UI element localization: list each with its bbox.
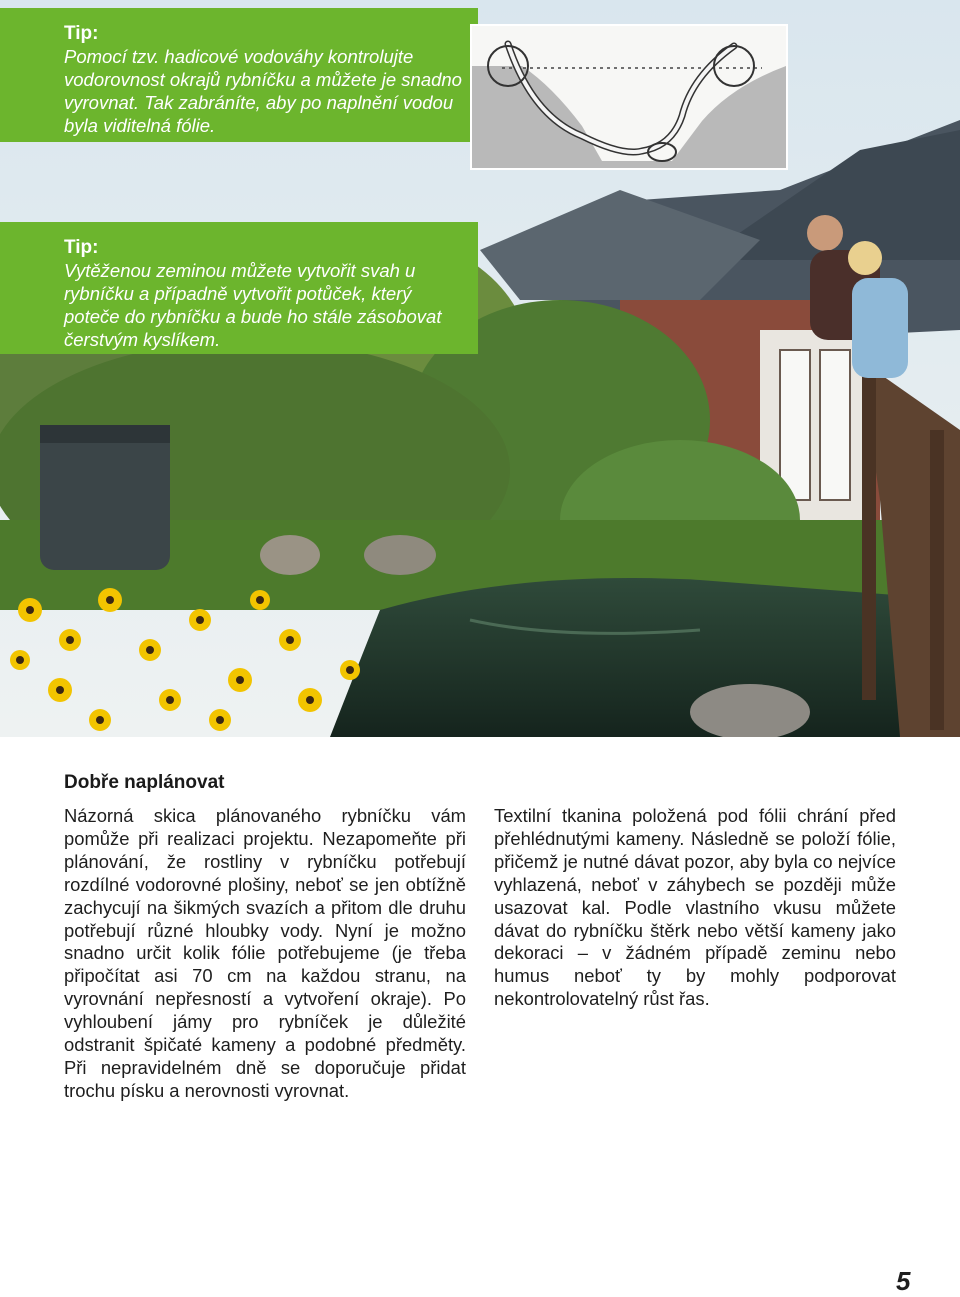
- hose-level-sketch: [470, 24, 788, 170]
- tip-title: Tip:: [64, 23, 99, 44]
- tip-text: Vytěženou zeminou můžete vytvořit svah u rybníčku a případně vytvořit potůček, který poteče do rybníčku a bude ho stále zásobovat čerstvým kyslíkem.: [64, 260, 442, 350]
- tip-box-water-level: [0, 8, 478, 142]
- left-column-text: Názorná skica plánovaného rybníčku vám pomůže při realizaci projektu. Nezapomeňte při plánování, že rostliny v rybníčku potřebují rozdílné vodorovné plošiny, neboť se jen obtížně zachycují na šikmých svazích a přitom dle druhu potřebují různé hloubky vody. Nyní je možno snadno určit kolik fólie potřebujeme (je třeba připočítat asi 70 cm na každou stranu, na vyrovnání nepřesností a vytvoření okraje). Po vyhloubení jámy pro rybníček je důležité odstranit špičaté kameny a podobné předměty. Při nepravidelném dně se doporučuje přidat trochu písku a nerovnosti vyrovnat.: [64, 805, 466, 1101]
- page-number: 5: [896, 1266, 911, 1296]
- tip-title: Tip:: [64, 237, 99, 258]
- section-heading: Dobře naplánovat: [64, 772, 225, 793]
- right-column-text: Textilní tkanina položená pod fólii chrání před přehlédnutými kameny. Následně se položí fólie, přičemž je nutné dávat pozor, aby byla co nejvíce vyhlazená, neboť v záhybech se později může usazovat kal. Podle vlastního vkusu můžete dávat do rybníčku štěrk nebo větší kameny jako dekoraci – v žádném případě zeminu nebo humus neboť ty by mohly podporovat nekontrolovatelný růst řas.: [494, 805, 896, 1010]
- tip-box-slope: [0, 222, 478, 354]
- tip-text: Pomocí tzv. hadicové vodováhy kontrolujte vodorovnost okrajů rybníčku a můžete je snadno vyrovnat. Tak zabráníte, aby po naplnění vodou byla viditelná fólie.: [64, 46, 462, 136]
